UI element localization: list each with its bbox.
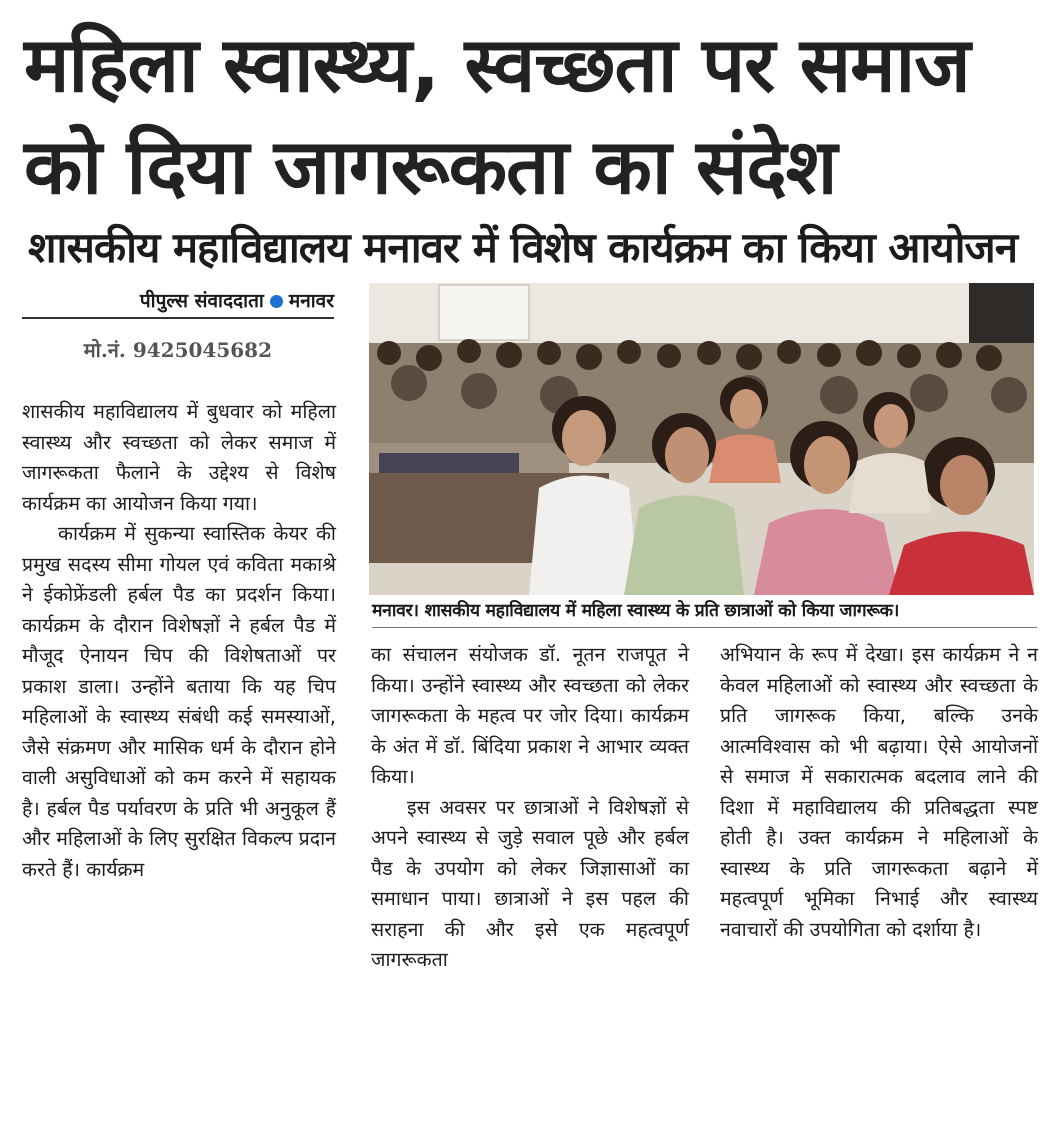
photo-caption: मनावर। शासकीय महाविद्यालय में महिला स्वास्थ्य के प्रति छात्राओं को किया जागरूक। xyxy=(372,598,1037,628)
subheadline: शासकीय महाविद्यालय मनावर में विशेष कार्यक्रम का किया आयोजन xyxy=(28,223,1018,272)
paragraph: का संचालन संयोजक डॉ. नूतन राजपूत ने किया। उन्होंने स्वास्थ्य और स्वच्छता को लेकर जागरूकता के महत्व पर जोर दिया। कार्यक्रम के अंत में डॉ. बिंदिया प्रकाश ने आभार व्यक्त किया। xyxy=(371,643,689,788)
paragraph: शासकीय महाविद्यालय में बुधवार को महिला स्वास्थ्य और स्वच्छता को लेकर समाज में जागरूकता फैलाने के उद्देश्य से विशेष कार्यक्रम का आयोजन किया गया। xyxy=(22,400,336,515)
paragraph: इस अवसर पर छात्राओं ने विशेषज्ञों से अपने स्वास्थ्य से जुड़े सवाल पूछे और हर्बल पैड के उपयोग को लेकर जिज्ञासाओं का समाधान पाया। छात्राओं ने इस पहल की सराहना की और इसे एक महत्वपूर्ण जागरूकता xyxy=(371,795,689,971)
article-column-3 xyxy=(720,640,1038,945)
byline xyxy=(22,287,334,319)
reporter-phone: मो.नं. 9425045682 xyxy=(83,338,272,362)
article-photo xyxy=(369,283,1034,595)
article-column-1 xyxy=(22,397,336,885)
paragraph: अभियान के रूप में देखा। इस कार्यक्रम ने न केवल महिलाओं को स्वास्थ्य और स्वच्छता के प्रति जागरूक किया, बल्कि उनके आत्मविश्वास को भी बढ़ाया। ऐसे आयोजनों से समाज में सकारात्मक बदलाव लाने की दिशा में महाविद्यालय की प्रतिबद्धता स्पष्ट होती है। उक्त कार्यक्रम ने महिलाओं के स्वास्थ्य के प्रति जागरूकता बढ़ाने में महत्वपूर्ण भूमिका निभाई और स्वास्थ्य नवाचारों की उपयोगिता को दर्शाया है। xyxy=(720,643,1038,941)
paragraph: कार्यक्रम में सुकन्या स्वास्तिक केयर की प्रमुख सदस्य सीमा गोयल एवं कविता मकाश्रे ने ईकोफ्रेंडली हर्बल पैड का प्रदर्शन किया। कार्यक्रम के दौरान विशेषज्ञों ने हर्बल पैड में मौजूद ऐनायन चिप की विशेषताओं पर प्रकाश डाला। उन्होंने बताया कि यह चिप महिलाओं के स्वास्थ्य संबंधी कई समस्याओं, जैसे संक्रमण और मासिक धर्म के दौरान होने वाली असुविधाओं को कम करने में सहायक है। हर्बल पैड पर्यावरण के प्रति भी अनुकूल हैं और महिलाओं के लिए सुरक्षित विकल्प प्रदान करते हैं। कार्यक्रम xyxy=(22,522,336,881)
classroom-photo xyxy=(369,283,1034,595)
article-column-2 xyxy=(371,640,689,976)
bullet-icon xyxy=(270,295,283,308)
reporter-name: पीपुल्स संवाददाता xyxy=(139,290,264,312)
byline-location: मनावर xyxy=(288,290,334,312)
headline: महिला स्वास्थ्य, स्वच्छता पर समाज को दिया जागरूकता का संदेश xyxy=(24,20,970,211)
